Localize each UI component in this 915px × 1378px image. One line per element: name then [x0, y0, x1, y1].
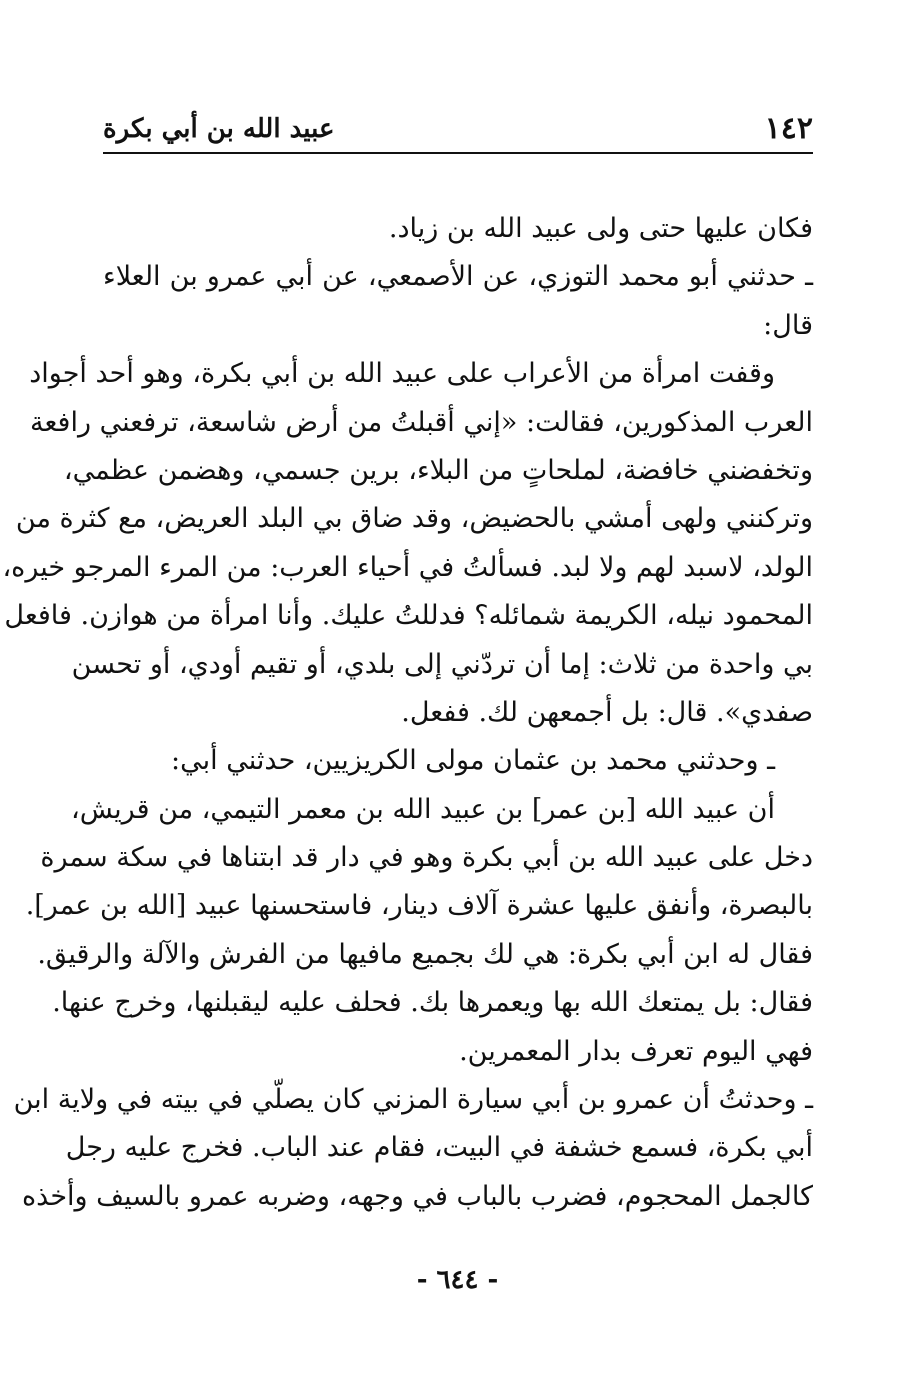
text-line: أبي بكرة، فسمع خشفة في البيت، فقام عند الباب. فخرج عليه رجل — [65, 1132, 813, 1164]
header-rule — [103, 152, 813, 154]
running-title: عبيد الله بن أبي بكرة — [103, 114, 335, 144]
text-line: العرب المذكورين، فقالت: «إني أقبلتُ من أرض شاسعة، ترفعني رافعة — [30, 406, 813, 438]
text-line: فكان عليها حتى ولى عبيد الله بن زياد. — [388, 213, 813, 244]
text-line: صفدي». قال: بل أجمعهن لك. ففعل. — [401, 696, 813, 728]
folio-number: - ٦٤٤ - — [416, 1265, 499, 1295]
text-line: ـ حدثني أبو محمد التوزي، عن الأصمعي، عن أبي عمرو بن العلاء — [103, 261, 813, 293]
text-line: فقال له ابن أبي بكرة: هي لك بجميع مافيها من الفرش والآلة والرقيق. — [37, 938, 813, 970]
text-line: فقال: بل يمتعك الله بها ويعمرها بك. فحلف عليه ليقبلنها، وخرج عنها. — [52, 987, 813, 1019]
text-line: كالجمل المحجوم، فضرب بالباب في وجهه، وضربه عمرو بالسيف وأخذه — [22, 1180, 813, 1212]
text-line: فهي اليوم تعرف بدار المعمرين. — [459, 1035, 813, 1067]
text-line: ـ وحدثتُ أن عمرو بن أبي سيارة المزني كان يصلّي في بيته في ولاية ابن — [13, 1084, 813, 1116]
text-line: دخل على عبيد الله بن أبي بكرة وهو في دار قد ابتناها في سكة سمرة — [40, 842, 813, 874]
text-line: المحمود نيله، الكريمة شمائله؟ فدللتُ عليك. وأنا امرأة من هوازن. فافعل — [4, 600, 813, 632]
text-line: وتخفضني خافضة، لملحاتٍ من البلاء، برين جسمي، وهضمن عظمي، — [63, 454, 813, 486]
text-line: الولد، لاسبد لهم ولا لبد. فسألتُ في أحياء العرب: من المرء المرجو خيره، — [2, 551, 813, 583]
text-line: ـ وحدثني محمد بن عثمان مولى الكريزيين، حدثني أبي: — [171, 745, 775, 777]
body-text — [2, 205, 813, 1221]
text-line: بي واحدة من ثلاث: إما أن تردّني إلى بلدي، أو تقيم أودي، أو تحسن — [71, 648, 813, 680]
text-line: وقفت امرأة من الأعراب على عبيد الله بن أبي بكرة، وهو أحد أجواد — [29, 358, 775, 390]
text-line: أن عبيد الله [بن عمر] بن عبيد الله بن معمر التيمي، من قريش، — [71, 793, 775, 825]
page-header — [103, 108, 813, 148]
text-line: بالبصرة، وأنفق عليها عشرة آلاف دينار، فاستحسنها عبيد [الله بن عمر]. — [25, 890, 813, 922]
text-line: وتركنني ولهى أمشي بالحضيض، وقد ضاق بي البلد العريض، مع كثرة من — [15, 503, 813, 535]
text-line: قال: — [763, 309, 813, 341]
page-number: ١٤٢ — [764, 111, 813, 146]
